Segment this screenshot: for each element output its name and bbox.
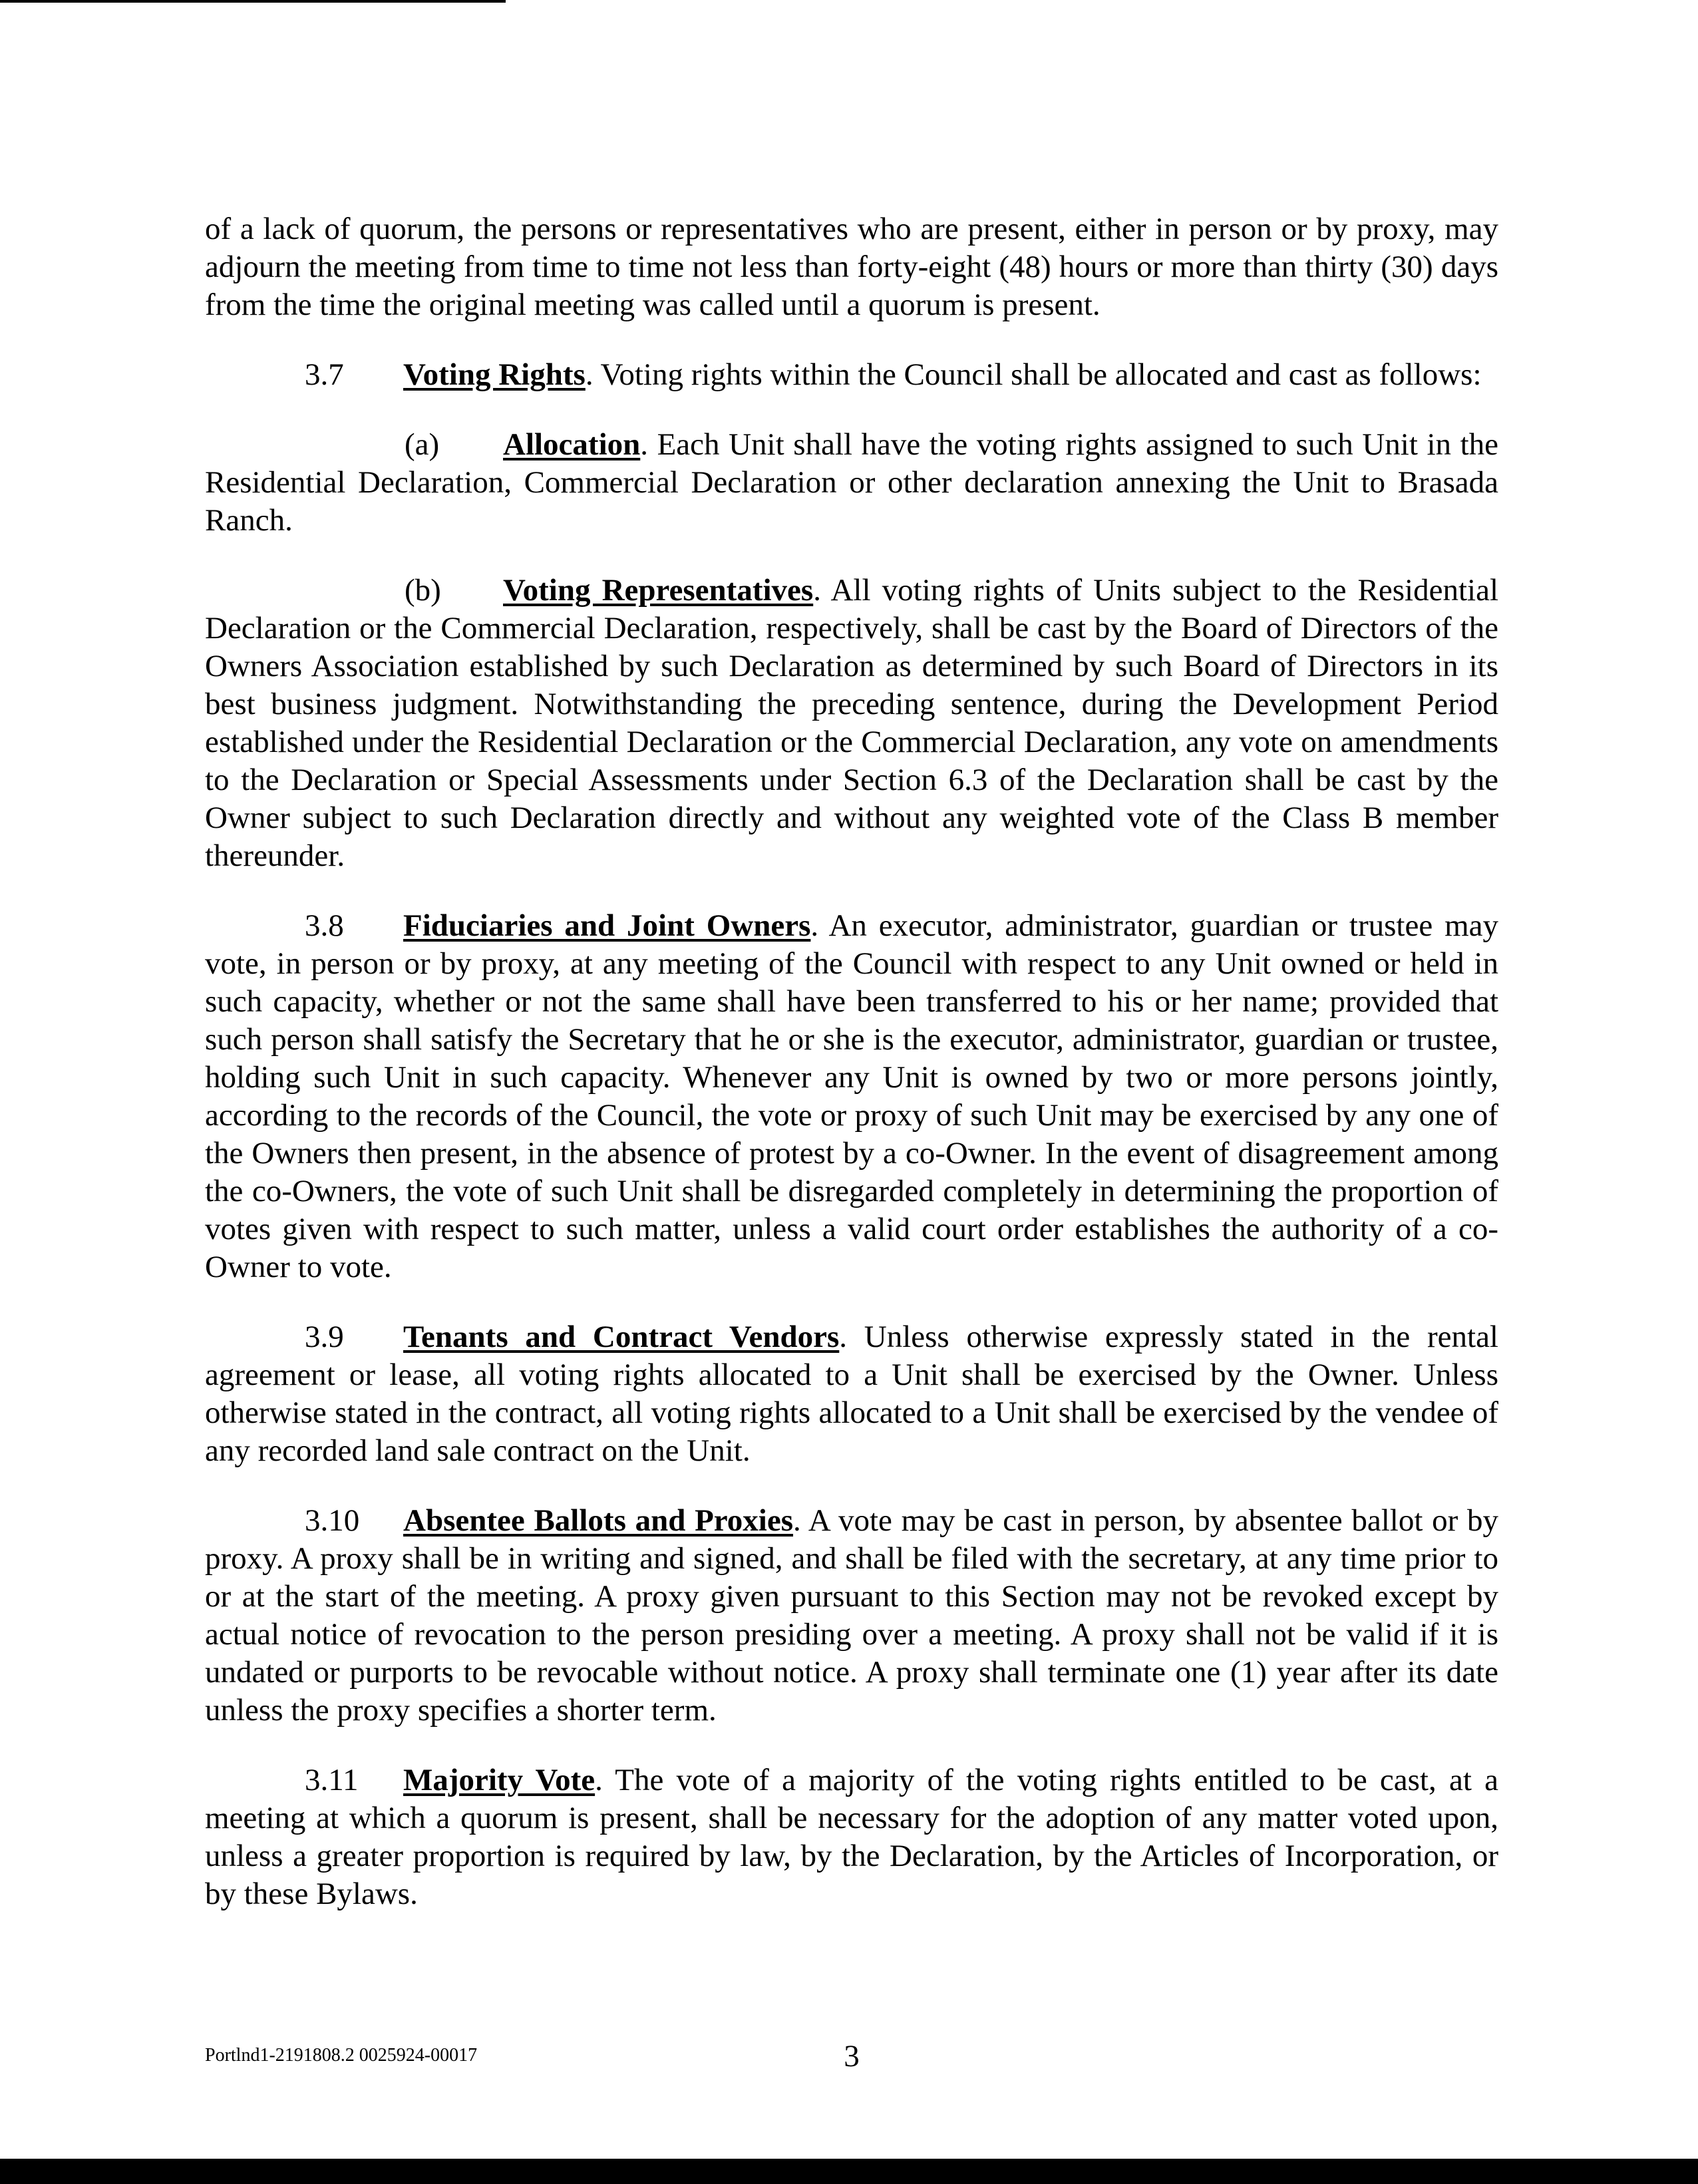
section-number: 3.8 xyxy=(305,908,344,943)
scan-top-edge-line xyxy=(0,0,506,3)
footer-page-number: 3 xyxy=(844,2039,860,2074)
subsection-letter: (b) xyxy=(405,573,441,608)
section-number: 3.7 xyxy=(305,357,344,392)
section-3-8-fiduciaries xyxy=(205,907,1498,1286)
subsection-letter: (a) xyxy=(405,427,440,462)
section-3-10-absentee-ballots xyxy=(205,1502,1498,1729)
subsection-b-voting-representatives xyxy=(205,572,1498,875)
section-text: . An executor, administrator, guardian or trustee may vote, in person or by proxy, at any meeting of the Council with respect to any Unit owned or held in such capacity, whether or not the same shall have been transferred to his or her name; provided that such person shall satisfy the Secretary that he or she is the executor, administrator, guardian or trustee, holding such Unit in such capacity. Whenever any Unit is owned by two or more persons jointly, according to the records of the Council, the vote or proxy of such Unit may be exercised by any one of the Owners then present, in the absence of protest by a co-Owner. In the event of disagreement among the co-Owners, the vote of such Unit shall be disregarded completely in determining the proportion of votes given with respect to such matter, unless a valid court order establishes the authority of a co-Owner to vote. xyxy=(205,908,1498,1284)
section-text: . Unless otherwise expressly stated in the rental agreement or lease, all voting rights allocated to a Unit shall be exercised by the Owner. Unless otherwise stated in the contract, all voting rights allocated to a Unit shall be exercised by the vendee of any recorded land sale contract on the Unit. xyxy=(205,1320,1498,1468)
section-text: . Voting rights within the Council shall be allocated and cast as follows: xyxy=(585,357,1482,392)
subsection-a-allocation xyxy=(205,426,1498,540)
section-heading: Fiduciaries and Joint Owners xyxy=(403,908,811,943)
footer-document-id: Portlnd1-2191808.2 0025924-00017 xyxy=(205,2045,478,2066)
document-body xyxy=(205,210,1498,1945)
section-3-11-majority-vote xyxy=(205,1761,1498,1913)
section-text: . The vote of a majority of the voting rights entitled to be cast, at a meeting at which a quorum is present, shall be necessary for the adoption of any matter voted upon, unless a greater proportion is required by law, by the Declaration, by the Articles of Incorporation, or by these Bylaws. xyxy=(205,1763,1498,1911)
scan-bottom-edge-bar xyxy=(0,2159,1698,2184)
paragraph-text: of a lack of quorum, the persons or representatives who are present, either in person or by proxy, may adjourn the meeting from time to time not less than forty-eight (48) hours or more than thirty (30) days from the time the original meeting was called until a quorum is present. xyxy=(205,212,1498,322)
section-3-7-voting-rights xyxy=(205,356,1498,394)
section-heading: Absentee Ballots and Proxies xyxy=(403,1503,794,1538)
subsection-heading: Voting Representatives xyxy=(503,573,814,608)
section-number: 3.11 xyxy=(305,1763,359,1797)
section-heading: Voting Rights xyxy=(403,357,586,392)
subsection-text: . All voting rights of Units subject to the Residential Declaration or the Commercial Declaration, respectively, shall be cast by the Board of Directors of the Owners Association established by such Declaration as determined by such Board of Directors in its best business judgment. Notwithstanding the preceding sentence, during the Development Period established under the Residential Declaration or the Commercial Declaration, any vote on amendments to the Declaration or Special Assessments under Section 6.3 of the Declaration shall be cast by the Owner subject to such Declaration directly and without any weighted vote of the Class B member thereunder. xyxy=(205,573,1499,873)
section-heading: Tenants and Contract Vendors xyxy=(403,1320,840,1354)
section-text: . A vote may be cast in person, by absentee ballot or by proxy. A proxy shall be in writing and signed, and shall be filed with the secretary, at any time prior to or at the start of the meeting. A proxy given pursuant to this Section may not be revoked except by actual notice of revocation to the person presiding over a meeting. A proxy shall not be valid if it is undated or purports to be revocable without notice. A proxy shall terminate one (1) year after its date unless the proxy specifies a shorter term. xyxy=(205,1503,1498,1728)
subsection-heading: Allocation xyxy=(503,427,641,462)
paragraph-quorum-continuation xyxy=(205,210,1498,324)
section-number: 3.10 xyxy=(305,1503,360,1538)
section-number: 3.9 xyxy=(305,1320,344,1354)
section-heading: Majority Vote xyxy=(403,1763,595,1797)
subsection-text: . Each Unit shall have the voting rights assigned to such Unit in the Residential Declaration, Commercial Declaration or other declaration annexing the Unit to Brasada Ranch. xyxy=(205,427,1498,538)
section-3-9-tenants xyxy=(205,1318,1498,1470)
